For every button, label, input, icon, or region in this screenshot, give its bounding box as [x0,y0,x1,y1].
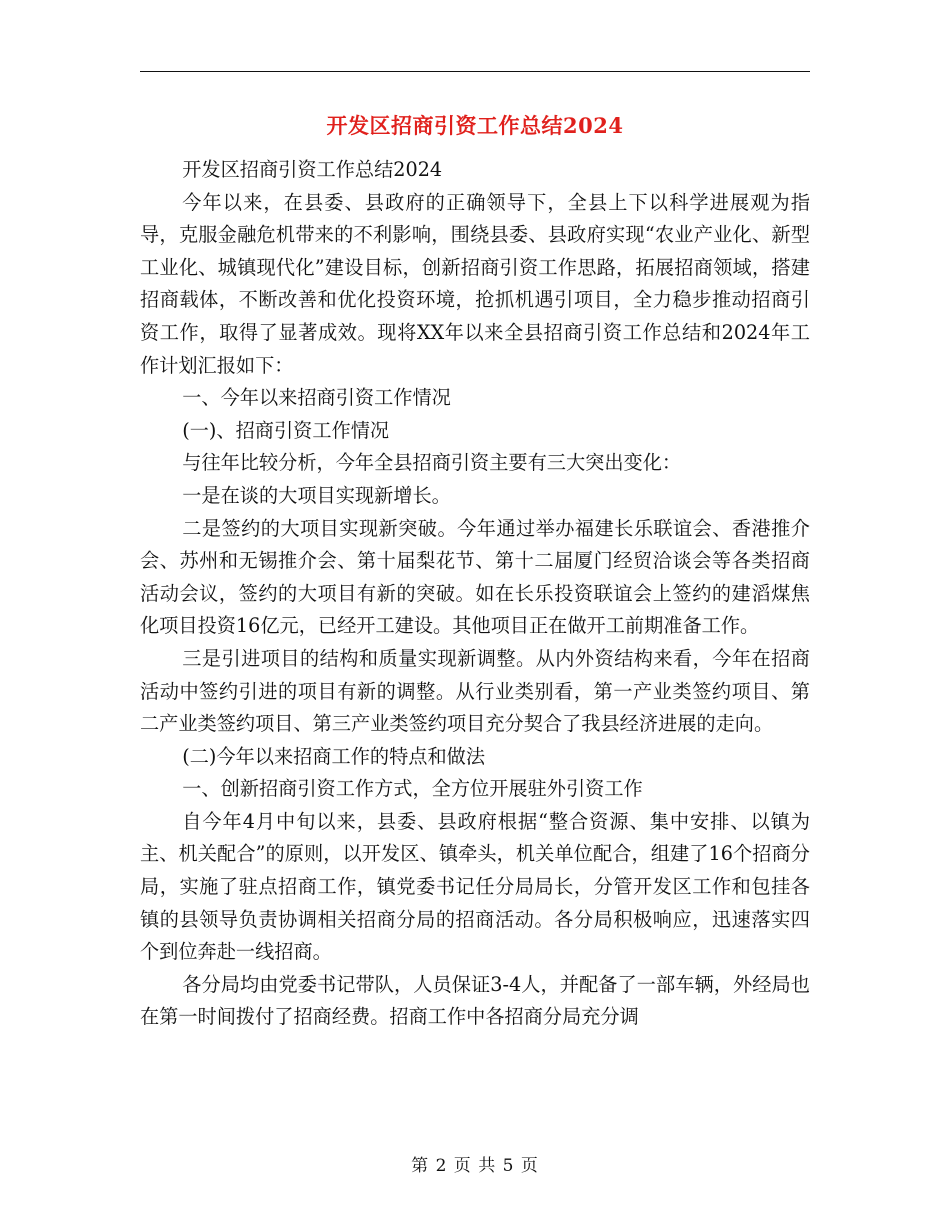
paragraph: 各分局均由党委书记带队，人员保证3-4人，并配备了一部车辆，外经局也在第一时间拨付了招商经费。招商工作中各招商分局充分调 [140,972,810,1029]
header-rule [140,71,810,72]
paragraph: 今年以来，在县委、县政府的正确领导下，全县上下以科学进展观为指导，克服金融危机带来的不利影响，围绕县委、县政府实现“农业产业化、新型工业化、城镇现代化”建设目标，创新招商引资工作思路，拓展招商领域，搭建招商载体，不断改善和优化投资环境，抢抓机遇引项目，全力稳步推动招商引资工作，取得了显著成效。现将XX年以来全县招商引资工作总结和2024年工作计划汇报如下： [140,190,810,377]
paragraph: 开发区招商引资工作总结2024 [182,158,443,181]
paragraph: 二是签约的大项目实现新突破。今年通过举办福建长乐联谊会、香港推介会、苏州和无锡推介会、第十届梨花节、第十二届厦门经贸洽谈会等各类招商活动会议，签约的大项目有新的突破。如在长乐投资联谊会上签约的建滔煤焦化项目投资16亿元，已经开工建设。其他项目正在做开工前期准备工作。 [140,516,810,638]
paragraph: 三是引进项目的结构和质量实现新调整。从内外资结构来看，今年在招商活动中签约引进的项目有新的调整。从行业类别看，第一产业类签约项目、第二产业类签约项目、第三产业类签约项目充分契合了我县经济进展的走向。 [140,646,810,736]
subsection-heading: (一)、招商引资工作情况 [182,418,390,442]
page-number: 第 2 页 共 5 页 [411,1156,539,1176]
section-heading: 一、今年以来招商引资工作情况 [182,386,451,410]
paragraph: 一是在谈的大项目实现新增长。 [182,483,451,507]
document-body [140,154,810,1034]
paragraph: 与往年比较分析，今年全县招商引资主要有三大突出变化： [182,451,682,475]
section-heading: 一、创新招商引资工作方式，全方位开展驻外引资工作 [182,777,643,801]
paragraph: 自今年4月中旬以来，县委、县政府根据“整合资源、集中安排、以镇为主、机关配合”的原则，以开发区、镇牵头，机关单位配合，组建了16个招商分局，实施了驻点招商工作，镇党委书记任分局局长，分管开发区工作和包挂各镇的县领导负责协调相关招商分局的招商活动。各分局积极响应，迅速落实四个到位奔赴一线招商。 [140,809,810,964]
document-title: 开发区招商引资工作总结2024 [326,113,624,138]
subsection-heading: (二)今年以来招商工作的特点和做法 [182,744,486,768]
